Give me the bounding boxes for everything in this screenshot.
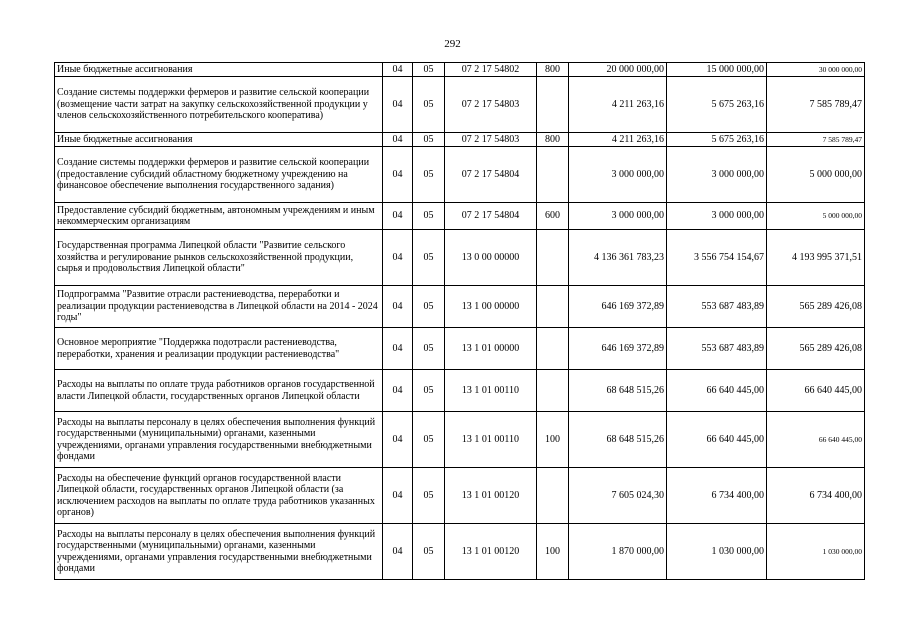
amount-year1-cell: 68 648 515,26 [569, 412, 667, 468]
subsection-code-cell: 05 [413, 286, 445, 328]
table-row [55, 133, 865, 147]
amount-year2-cell: 3 556 754 154,67 [667, 230, 767, 286]
expense-type-cell [537, 468, 569, 524]
target-article-cell: 13 1 00 00000 [445, 286, 537, 328]
item-name-cell: Основное мероприятие "Поддержка подотрасли растениеводства, переработки, хранения и реализации продукции растениеводства" [55, 328, 383, 370]
table-row [55, 147, 865, 203]
section-code-cell: 04 [383, 77, 413, 133]
amount-year3-cell: 1 030 000,00 [767, 524, 865, 580]
amount-year3-cell: 66 640 445,00 [767, 412, 865, 468]
amount-year3-cell: 7 585 789,47 [767, 133, 865, 147]
amount-year2-cell: 3 000 000,00 [667, 147, 767, 203]
amount-year1-cell: 646 169 372,89 [569, 328, 667, 370]
section-code-cell: 04 [383, 524, 413, 580]
target-article-cell: 13 1 01 00120 [445, 524, 537, 580]
amount-year2-cell: 553 687 483,89 [667, 286, 767, 328]
table-row [55, 230, 865, 286]
expense-type-cell [537, 230, 569, 286]
table-row [55, 63, 865, 77]
amount-year3-cell: 565 289 426,08 [767, 286, 865, 328]
expense-type-cell [537, 286, 569, 328]
amount-year2-cell: 5 675 263,16 [667, 133, 767, 147]
amount-year2-cell: 66 640 445,00 [667, 412, 767, 468]
item-name-cell: Иные бюджетные ассигнования [55, 63, 383, 77]
amount-year1-cell: 1 870 000,00 [569, 524, 667, 580]
amount-year1-cell: 20 000 000,00 [569, 63, 667, 77]
amount-year3-cell: 565 289 426,08 [767, 328, 865, 370]
budget-table [54, 62, 865, 580]
expense-type-cell: 800 [537, 133, 569, 147]
item-name-cell: Государственная программа Липецкой области "Развитие сельского хозяйства и регулирование рынков сельскохозяйственной продукции, сырья и продовольствия Липецкой области" [55, 230, 383, 286]
item-name-cell: Расходы на выплаты персоналу в целях обеспечения выполнения функций государственными (муниципальными) органами, казенными учреждениями, органами управления государственными внебюджетными фондами [55, 412, 383, 468]
amount-year3-cell: 5 000 000,00 [767, 203, 865, 230]
target-article-cell: 07 2 17 54804 [445, 147, 537, 203]
amount-year3-cell: 30 000 000,00 [767, 63, 865, 77]
amount-year1-cell: 68 648 515,26 [569, 370, 667, 412]
amount-year1-cell: 3 000 000,00 [569, 203, 667, 230]
amount-year1-cell: 7 605 024,30 [569, 468, 667, 524]
section-code-cell: 04 [383, 370, 413, 412]
subsection-code-cell: 05 [413, 230, 445, 286]
section-code-cell: 04 [383, 328, 413, 370]
table-row [55, 286, 865, 328]
target-article-cell: 07 2 17 54802 [445, 63, 537, 77]
amount-year1-cell: 4 136 361 783,23 [569, 230, 667, 286]
amount-year2-cell: 6 734 400,00 [667, 468, 767, 524]
target-article-cell: 13 1 01 00110 [445, 370, 537, 412]
subsection-code-cell: 05 [413, 524, 445, 580]
section-code-cell: 04 [383, 286, 413, 328]
item-name-cell: Подпрограмма "Развитие отрасли растениеводства, переработки и реализации продукции растениеводства в Липецкой области на 2014 - 2024 годы" [55, 286, 383, 328]
table-row [55, 412, 865, 468]
item-name-cell: Расходы на обеспечение функций органов государственной власти Липецкой области, государственных органов Липецкой области (за исключением расходов на выплаты по оплате труда работников указанных органов) [55, 468, 383, 524]
amount-year3-cell: 6 734 400,00 [767, 468, 865, 524]
expense-type-cell: 100 [537, 524, 569, 580]
expense-type-cell: 600 [537, 203, 569, 230]
amount-year1-cell: 4 211 263,16 [569, 133, 667, 147]
target-article-cell: 07 2 17 54803 [445, 77, 537, 133]
subsection-code-cell: 05 [413, 147, 445, 203]
subsection-code-cell: 05 [413, 370, 445, 412]
amount-year3-cell: 7 585 789,47 [767, 77, 865, 133]
page-number: 292 [444, 38, 461, 50]
section-code-cell: 04 [383, 63, 413, 77]
amount-year3-cell: 66 640 445,00 [767, 370, 865, 412]
item-name-cell: Создание системы поддержки фермеров и развитие сельской кооперации (предоставление субсидий областному бюджетному учреждению на финансовое обеспечение выполнения государственного задания) [55, 147, 383, 203]
section-code-cell: 04 [383, 468, 413, 524]
table-row [55, 468, 865, 524]
subsection-code-cell: 05 [413, 77, 445, 133]
amount-year1-cell: 4 211 263,16 [569, 77, 667, 133]
target-article-cell: 13 1 01 00120 [445, 468, 537, 524]
section-code-cell: 04 [383, 412, 413, 468]
expense-type-cell: 800 [537, 63, 569, 77]
amount-year3-cell: 5 000 000,00 [767, 147, 865, 203]
subsection-code-cell: 05 [413, 412, 445, 468]
section-code-cell: 04 [383, 230, 413, 286]
expense-type-cell [537, 370, 569, 412]
target-article-cell: 07 2 17 54803 [445, 133, 537, 147]
subsection-code-cell: 05 [413, 468, 445, 524]
expense-type-cell [537, 77, 569, 133]
expense-type-cell: 100 [537, 412, 569, 468]
subsection-code-cell: 05 [413, 133, 445, 147]
table-row [55, 203, 865, 230]
item-name-cell: Расходы на выплаты по оплате труда работников органов государственной власти Липецкой области, государственных органов Липецкой области [55, 370, 383, 412]
amount-year1-cell: 3 000 000,00 [569, 147, 667, 203]
target-article-cell: 07 2 17 54804 [445, 203, 537, 230]
table-row [55, 370, 865, 412]
table-body [55, 63, 865, 580]
section-code-cell: 04 [383, 133, 413, 147]
target-article-cell: 13 1 01 00000 [445, 328, 537, 370]
table-row [55, 77, 865, 133]
table-row [55, 328, 865, 370]
amount-year2-cell: 66 640 445,00 [667, 370, 767, 412]
subsection-code-cell: 05 [413, 203, 445, 230]
expense-type-cell [537, 328, 569, 370]
subsection-code-cell: 05 [413, 63, 445, 77]
target-article-cell: 13 1 01 00110 [445, 412, 537, 468]
amount-year1-cell: 646 169 372,89 [569, 286, 667, 328]
section-code-cell: 04 [383, 147, 413, 203]
item-name-cell: Создание системы поддержки фермеров и развитие сельской кооперации (возмещение части затрат на закупку сельскохозяйственной продукции у членов сельскохозяйственного потребительского кооператива) [55, 77, 383, 133]
target-article-cell: 13 0 00 00000 [445, 230, 537, 286]
expense-type-cell [537, 147, 569, 203]
amount-year2-cell: 1 030 000,00 [667, 524, 767, 580]
amount-year3-cell: 4 193 995 371,51 [767, 230, 865, 286]
amount-year2-cell: 3 000 000,00 [667, 203, 767, 230]
item-name-cell: Предоставление субсидий бюджетным, автономным учреждениям и иным некоммерческим организациям [55, 203, 383, 230]
amount-year2-cell: 5 675 263,16 [667, 77, 767, 133]
amount-year2-cell: 15 000 000,00 [667, 63, 767, 77]
table-row [55, 524, 865, 580]
subsection-code-cell: 05 [413, 328, 445, 370]
amount-year2-cell: 553 687 483,89 [667, 328, 767, 370]
section-code-cell: 04 [383, 203, 413, 230]
item-name-cell: Расходы на выплаты персоналу в целях обеспечения выполнения функций государственными (муниципальными) органами, казенными учреждениями, органами управления государственными внебюджетными фондами [55, 524, 383, 580]
item-name-cell: Иные бюджетные ассигнования [55, 133, 383, 147]
